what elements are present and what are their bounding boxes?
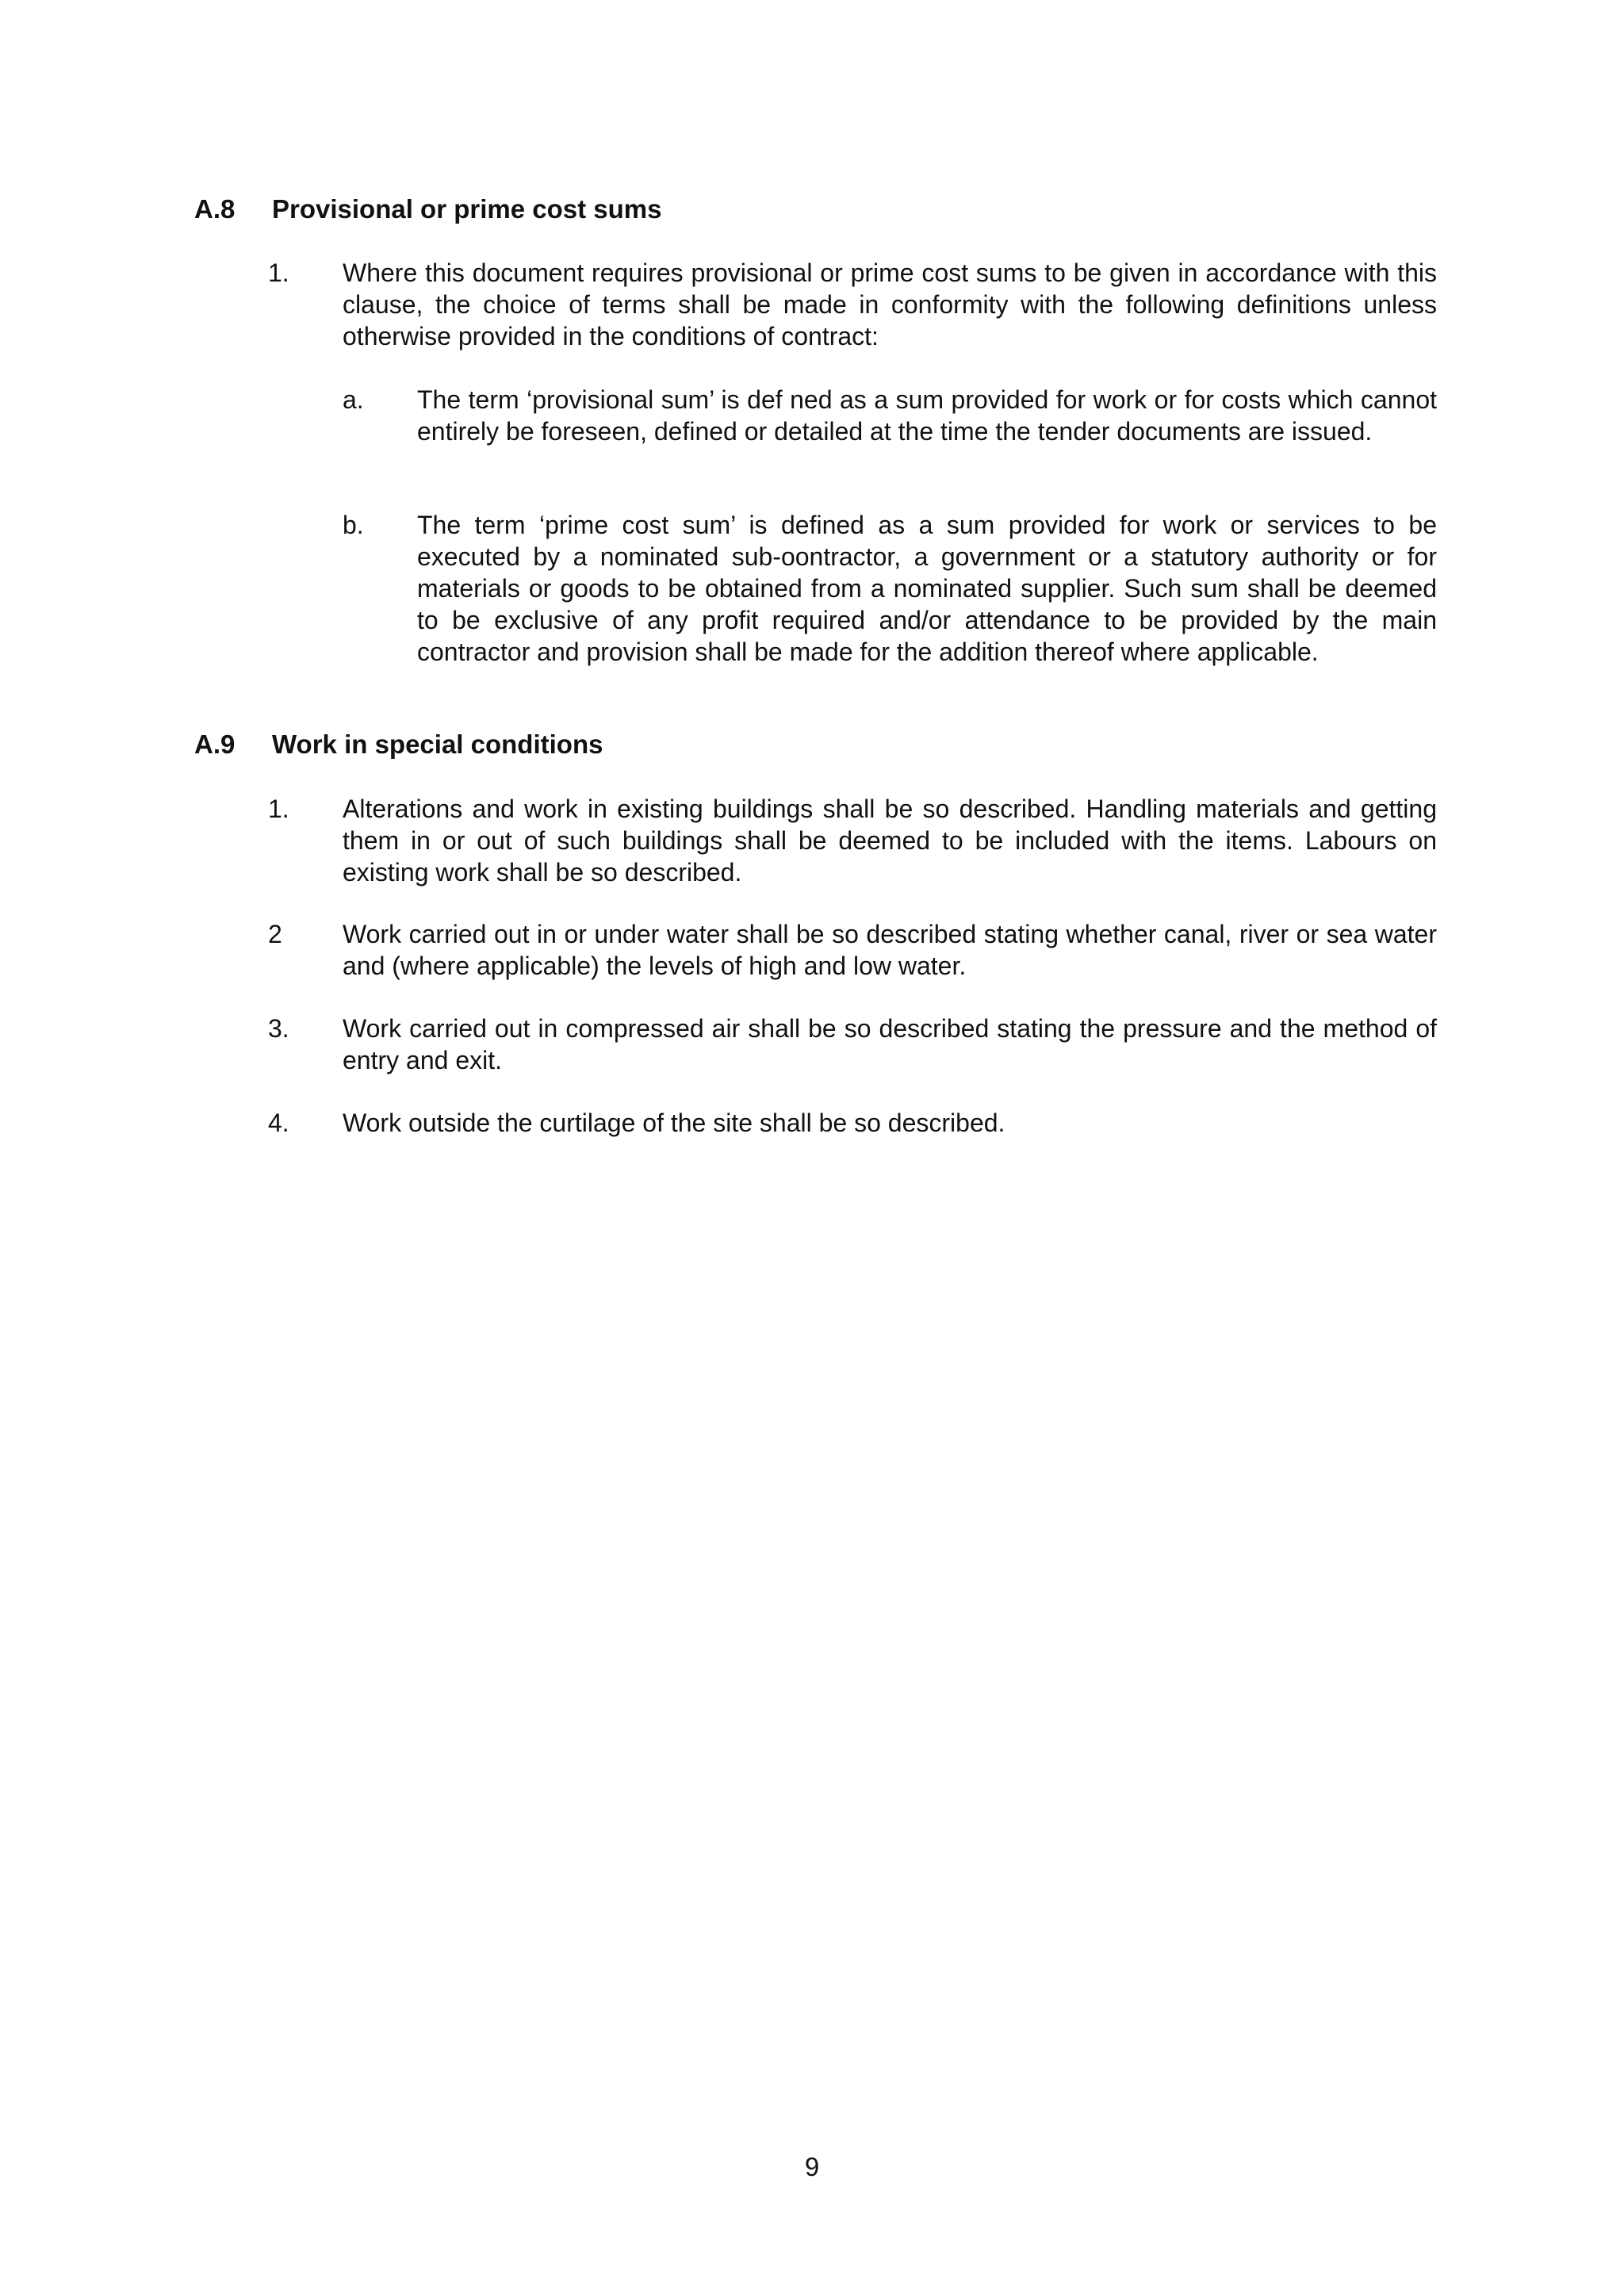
clause-text: Work carried out in or under water shall be so described stating whether canal, river or sea water and (where applicable) the levels of high and low water.	[343, 920, 1437, 980]
section-a8-heading	[194, 193, 1431, 225]
clause-text: Work outside the curtilage of the site shall be so described.	[343, 1109, 1005, 1137]
section-title: Work in special conditions	[272, 730, 603, 759]
subclause-text: The term ‘provisional sum’ is def ned as a sum provided for work or for costs which cannot entirely be foreseen, defined or detailed at the time the tender documents are issued.	[417, 385, 1437, 446]
clause-number: 1.	[268, 795, 289, 823]
subclause-text: The term ‘prime cost sum’ is defined as a sum provided for work or services to be executed by a nominated sub-oontractor, a government or a statutory authority or for materials or goods to be obtained from a nominated supplier. Such sum shall be deemed to be exclusive of any profit required and/or attendance to be provided by the main contractor and provision shall be made for the addition thereof where applicable.	[417, 511, 1437, 666]
subclause-letter: a.	[343, 385, 364, 414]
clause-number: 4.	[268, 1109, 289, 1137]
section-title: Provisional or prime cost sums	[272, 194, 662, 224]
section-number: A.9	[194, 730, 236, 759]
subclause-letter: b.	[343, 511, 364, 539]
clause-text: Where this document requires provisional or prime cost sums to be given in accordance with this clause, the choice of terms shall be made in conformity with the following definitions unless otherwise provided in the conditions of contract:	[343, 259, 1437, 350]
page-number: 9	[804, 2152, 820, 2181]
clause-number: 1.	[268, 259, 289, 287]
clause-number: 2	[268, 920, 282, 948]
clause-text: Alterations and work in existing buildings shall be so described. Handling materials and getting them in or out of such buildings shall be deemed to be included with the items. Labours on existing work shall be so described.	[343, 795, 1437, 887]
section-number: A.8	[194, 194, 236, 224]
clause-text: Work carried out in compressed air shall be so described stating the pressure and the method of entry and exit.	[343, 1014, 1437, 1074]
clause-number: 3.	[268, 1014, 289, 1043]
section-a9-heading	[194, 729, 1431, 760]
